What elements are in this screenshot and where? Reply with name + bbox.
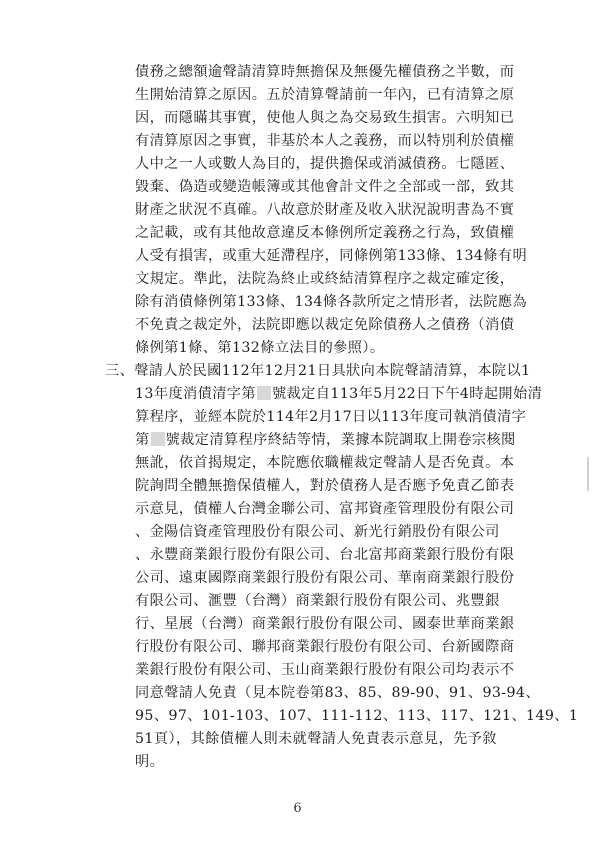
section-three-line: 51頁），其餘債權人則未就聲請人免責表示意見，先予敘 (135, 731, 497, 747)
section-text: 第 (135, 432, 150, 448)
paragraph-line: 不免責之裁定外，法院即應以裁定免除債務人之債務（消債 (135, 317, 515, 333)
section-three-line: 無訛，依首揭規定，本院應依職權裁定聲請人是否免責。本 (135, 455, 515, 471)
redaction-box (257, 386, 271, 400)
section-three-first-line (105, 361, 531, 381)
paragraph-line: 人中之一人或數人為目的，提供擔保或消滅債務。七隱匿、 (135, 156, 515, 172)
paragraph-line: 因，而隱瞞其事實，使他人與之為交易致生損害。六明知已 (135, 110, 515, 126)
section-text: 13年度消債清字第 (135, 386, 256, 402)
section-marker: 三、 (105, 363, 135, 379)
paragraph-line: 有清算原因之事實，非基於本人之義務，而以特別利於債權 (135, 133, 515, 149)
paragraph-line: 債務之總額逾聲請清算時無擔保及無優先權債務之半數，而 (135, 64, 515, 80)
paragraph-line: 條例第1條、第132條立法目的參照）。 (135, 340, 385, 356)
paragraph-line: 生開始清算之原因。五於清算聲請前一年內，已有清算之原 (135, 87, 515, 103)
section-three-line: 、永豐商業銀行股份有限公司、台北富邦商業銀行股份有限 (135, 547, 515, 563)
section-three-line: 同意聲請人免責（見本院卷第83、85、89-90、91、93-94、 (135, 685, 540, 701)
section-three-line: 95、97、101-103、107、111-112、113、117、121、149、1 (135, 708, 579, 724)
section-three-line: 公司、遠東國際商業銀行股份有限公司、華南商業銀行股份 (135, 570, 515, 586)
section-three-line: 、金陽信資產管理股份有限公司、新光行銷股份有限公司 (135, 524, 500, 540)
section-three-line: 院詢問全體無擔保債權人，對於債務人是否應予免責乙節表 (135, 478, 515, 494)
section-three-line: 明。 (135, 754, 165, 770)
section-text: 號裁定清算程序終結等情，業據本院調取上開卷宗核閱 (165, 432, 516, 448)
paragraph-line: 文規定。準此，法院為終止或終結清算程序之裁定確定後， (135, 271, 515, 287)
section-three-line (135, 430, 516, 450)
section-three-line (135, 384, 542, 404)
paragraph-line: 毀棄、偽造或變造帳簿或其他會計文件之全部或一部，致其 (135, 179, 515, 195)
paragraph-line: 財產之狀況不真確。八故意於財產及收入狀況說明書為不實 (135, 202, 515, 218)
section-text: 號裁定自113年5月22日下午4時起開始清 (271, 386, 543, 402)
section-three-line: 有限公司、滙豐（台灣）商業銀行股份有限公司、兆豐銀 (135, 593, 500, 609)
paragraph-line: 人受有損害，或重大延滯程序，同條例第133條、134條有明 (135, 248, 528, 264)
section-three-line: 示意見，債權人台灣金聯公司、富邦資產管理股份有限公司 (135, 501, 515, 517)
section-three-line: 算程序，並經本院於114年2月17日以113年度司執消債清字 (135, 409, 527, 425)
redaction-box (151, 432, 165, 446)
page-number: 6 (293, 801, 302, 816)
section-three-line: 行股份有限公司、聯邦商業銀行股份有限公司、台新國際商 (135, 639, 515, 655)
section-three-line: 行、星展（台灣）商業銀行股份有限公司、國泰世華商業銀 (135, 616, 515, 632)
section-text: 聲請人於民國112年12月21日具狀向本院聲請清算，本院以1 (134, 363, 531, 379)
scan-edge-mark (587, 457, 589, 491)
paragraph-line: 之記載，或有其他故意違反本條例所定義務之行為，致債權 (135, 225, 515, 241)
paragraph-line: 除有消債條例第133條、134條各款所定之情形者，法院應為 (135, 294, 528, 310)
section-three-line: 業銀行股份有限公司、玉山商業銀行股份有限公司均表示不 (135, 662, 515, 678)
